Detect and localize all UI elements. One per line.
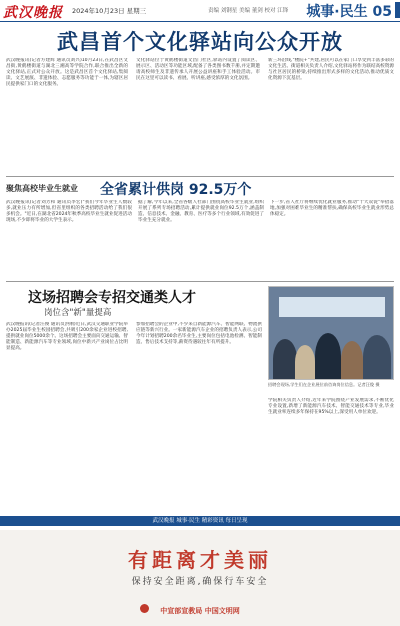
story1-column-1: 武汉晚报讯(记者方建辉 通讯员刘兴)10月23日,在武昌区文昌街,黄鹤楼街道与湖北三湘高等学院合作,联合推出全新的文化驿站,正式对公众开放。这是武昌区首个文化驿站,集阅读、文艺展演、非遗体验、志愿服务等功能于一体,为辖区居民提供家门口的文化服务。 xyxy=(6,58,128,87)
issue-date: 2024年10月23日 星期三 xyxy=(72,7,147,15)
divider xyxy=(6,176,394,177)
story3-title: 这场招聘会专招交通类人才 xyxy=(28,290,196,306)
story1-column-2: 文化驿站位于黄鹤楼街道文昌门社区,驿站内设置了阅读区、展示区、活动区等功能区域,配备了各类图书数千册,并定期邀请高校师生及非遗传承人开展公益讲座和手工体验活动。市民在这里可以读书、看展、听讲座,感受浓厚的文化氛围。 xyxy=(136,58,260,81)
section-accent-bar xyxy=(395,2,400,18)
story2-subheading: 聚焦高校毕业生就业 xyxy=(6,184,78,193)
job-fair-photo xyxy=(268,286,394,380)
divider xyxy=(6,281,394,282)
brand-bar: 武汉晚报 城事·民生 精彩资讯 每日呈现 xyxy=(0,516,400,526)
public-service-ad xyxy=(0,530,400,626)
story3-column-2: 参加招聘会的企业中,不少来自新能源汽车、智能网联、物流供应链等新兴行业。一家新能源汽车企业的招聘负责人表示,公司今年计划招聘200余名毕业生,主要岗位包括电池检测、智能制造、售后技术支持等,薪资待遇较往年有所提升。 xyxy=(136,322,262,345)
story2-column-2: 据了解,今年以来,全省各级人社部门围绕高校毕业生就业,组织开展了系列专场招聘活动,累计提供就业岗位92.5万个,涵盖制造、信息技术、金融、教育、医疗等多个行业领域,有效促进了毕业生充分就业。 xyxy=(138,200,264,223)
ad-title: 有距离才美丽 xyxy=(128,548,272,572)
story2-column-1: 武汉晚报讯(记者刘芳和 通讯员李宏)"我们今年毕业生人数较多,就业压力有所增加,但省里组织的各类招聘活动给了我们很多机会。"近日,在湖北省2024年秋季高校毕业生就业促进活动现场,不少即将毕业的大学生表示。 xyxy=(6,200,132,223)
story2-title: 全省累计供岗 92.5万个 xyxy=(100,182,252,198)
story3-column-3: 学院相关负责人介绍,近年来学院围绕产业发展需求,不断优化专业设置,新增了新能源汽车技术、智能交通技术等专业,毕业生就业率连续多年保持在95%以上,深受用人单位欢迎。 xyxy=(268,398,394,415)
photo-caption: 招聘会现场,学生们在企业展位前咨询岗位信息。记者汪俊 摄 xyxy=(268,382,380,387)
section-title: 城事·民生 05 xyxy=(306,4,392,20)
newspaper-logo: 武汉晚报 xyxy=(3,5,63,21)
story1-column-3: 新三环沿线,"楼院+"共建,居民可以在家门口享受到丰富多彩的文化生活。街道相关负责人介绍,文化驿站将作为联结高校资源与社区居民的桥梁,持续推出形式多样的文化活动,推动优质文化资源下沉基层。 xyxy=(268,58,394,81)
story2-column-3: 下一步,省人社厅将继续优化就业服务,推动"十大双促"举措落地,加强对困难毕业生的精准帮扶,确保高校毕业生就业形势总体稳定。 xyxy=(270,200,394,217)
story3-column-1: 武汉晚报讯(记者汪俊 通讯员洪刚)近日,武汉交通职业学院举办2025届毕业生校园招聘会,共吸引200余家企业进校招聘,提供就业岗位5000余个。这场招聘会主要面向交通运输、智能制造、新能源汽车等专业领域,岗位中新兴产业岗位占比明显提高。 xyxy=(6,322,128,351)
story3-subtitle: 岗位含"新"量提高 xyxy=(44,308,112,318)
ad-slogan: 保持安全距离,确保行车安全 xyxy=(131,577,269,587)
ad-footer: 中宣部宣教局 中国文明网 xyxy=(160,607,240,615)
page-headline: 武昌首个文化驿站向公众开放 xyxy=(57,30,343,54)
editor-credits: 责编 刘钢星 美编 董剑 校对 江锋 xyxy=(208,8,289,14)
masthead xyxy=(0,0,400,22)
